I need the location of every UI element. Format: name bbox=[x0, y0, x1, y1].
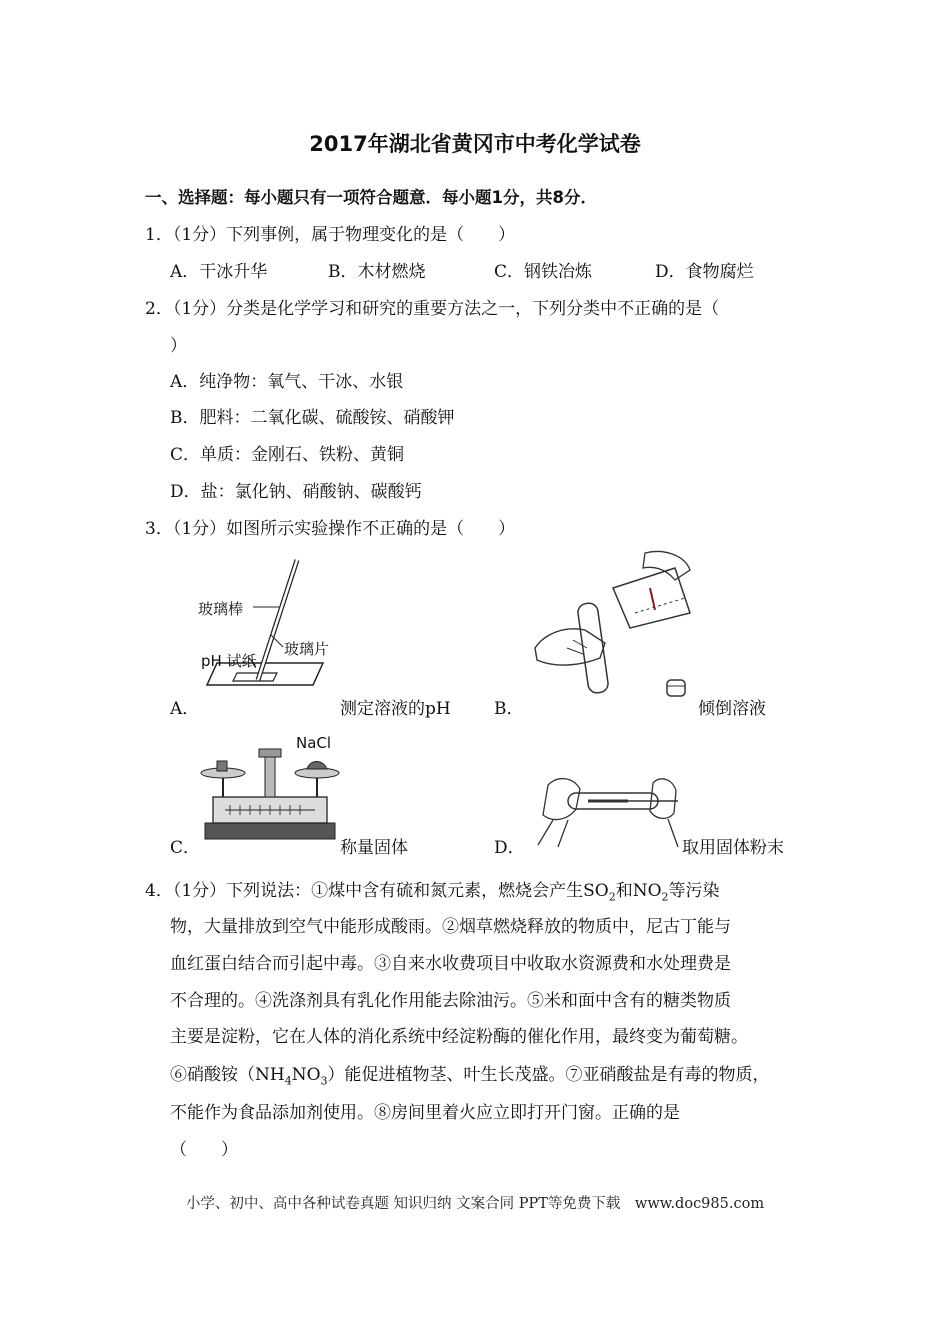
ph-test-illustration bbox=[195, 555, 340, 715]
q2-option-d: D．盐：氯化钠、硝酸钠、碳酸钙 bbox=[170, 482, 422, 502]
q3-option-d-caption: 取用固体粉末 bbox=[682, 838, 784, 858]
q3-option-b-caption: 倾倒溶液 bbox=[698, 699, 766, 719]
q3-option-d-letter: D． bbox=[494, 838, 525, 858]
powder-transfer-illustration bbox=[528, 765, 688, 855]
pour-solution-illustration bbox=[525, 548, 700, 708]
q2-option-c: C．单质：金刚石、铁粉、黄铜 bbox=[170, 445, 405, 465]
q1-option-c: C．钢铁冶炼 bbox=[494, 262, 593, 282]
glass-rod-label: 玻璃棒 bbox=[198, 600, 244, 618]
q3-option-b-letter: B． bbox=[494, 699, 524, 719]
question-4-line-5: 主要是淀粉，它在人体的消化系统中经淀粉酶的催化作用，最终变为葡萄糖。 bbox=[170, 1027, 748, 1047]
question-4-line-8: （ ） bbox=[170, 1140, 238, 1160]
question-2-stem: 2．（1分）分类是化学学习和研究的重要方法之一，下列分类中不正确的是（ bbox=[145, 299, 720, 319]
q1-option-b: B．木材燃烧 bbox=[328, 262, 426, 282]
page-title: 2017年湖北省黄冈市中考化学试卷 bbox=[309, 132, 641, 156]
question-4-line-6: ⑥硝酸铵$(NH_4NO_3)$能促进植物茎、叶生长茂盛。⑦亚硝酸盐是有毒的物质， bbox=[170, 1065, 770, 1088]
q3-option-c-letter: C． bbox=[170, 838, 201, 858]
page-footer: 小学、初中、高中各种试卷真题 知识归纳 文案合同 PPT等免费下载 www.doc985.com bbox=[185, 1196, 765, 1212]
question-1-stem: 1．（1分）下列事例，属于物理变化的是（ ） bbox=[145, 225, 516, 245]
q3-option-c-caption: 称量固体 bbox=[340, 838, 408, 858]
q2-option-b: B．肥料：二氧化碳、硫酸铵、硝酸钾 bbox=[170, 408, 455, 428]
q3-option-a-letter: A． bbox=[170, 699, 200, 719]
q2-option-a: A．纯净物：氧气、干冰、水银 bbox=[170, 372, 404, 392]
question-3-stem: 3．（1分）如图所示实验操作不正确的是（ ） bbox=[145, 519, 516, 539]
question-2-stem-cont: ） bbox=[170, 336, 187, 356]
q1-option-d: D．食物腐烂 bbox=[655, 262, 754, 282]
question-4-line-4: 不合理的。④洗涤剂具有乳化作用能去除油污。⑤米和面中含有的糖类物质 bbox=[170, 991, 731, 1011]
ph-paper-label: pH 试纸 bbox=[201, 652, 257, 670]
nacl-label: NaCl bbox=[296, 734, 332, 752]
question-4-line-7: 不能作为食品添加剂使用。⑧房间里着火应立即打开门窗。正确的是 bbox=[170, 1103, 680, 1123]
section-heading: 一、选择题：每小题只有一项符合题意．每小题1分，共8分． bbox=[145, 188, 597, 207]
question-4-line-1: 4．（1分）下列说法：①煤中含有硫和氮元素，燃烧会产生$SO_2$和$NO_2$等污染 bbox=[145, 881, 720, 904]
question-4-line-2: 物，大量排放到空气中能形成酸雨。②烟草燃烧释放的物质中，尼古丁能与 bbox=[170, 917, 731, 937]
q3-option-a-caption: 测定溶液的pH bbox=[340, 699, 451, 719]
q1-option-a: A．干冰升华 bbox=[170, 262, 268, 282]
question-4-line-3: 血红蛋白结合而引起中毒。③自来水收费项目中收取水资源费和水处理费是 bbox=[170, 954, 731, 974]
glass-plate-label: 玻璃片 bbox=[284, 640, 330, 658]
